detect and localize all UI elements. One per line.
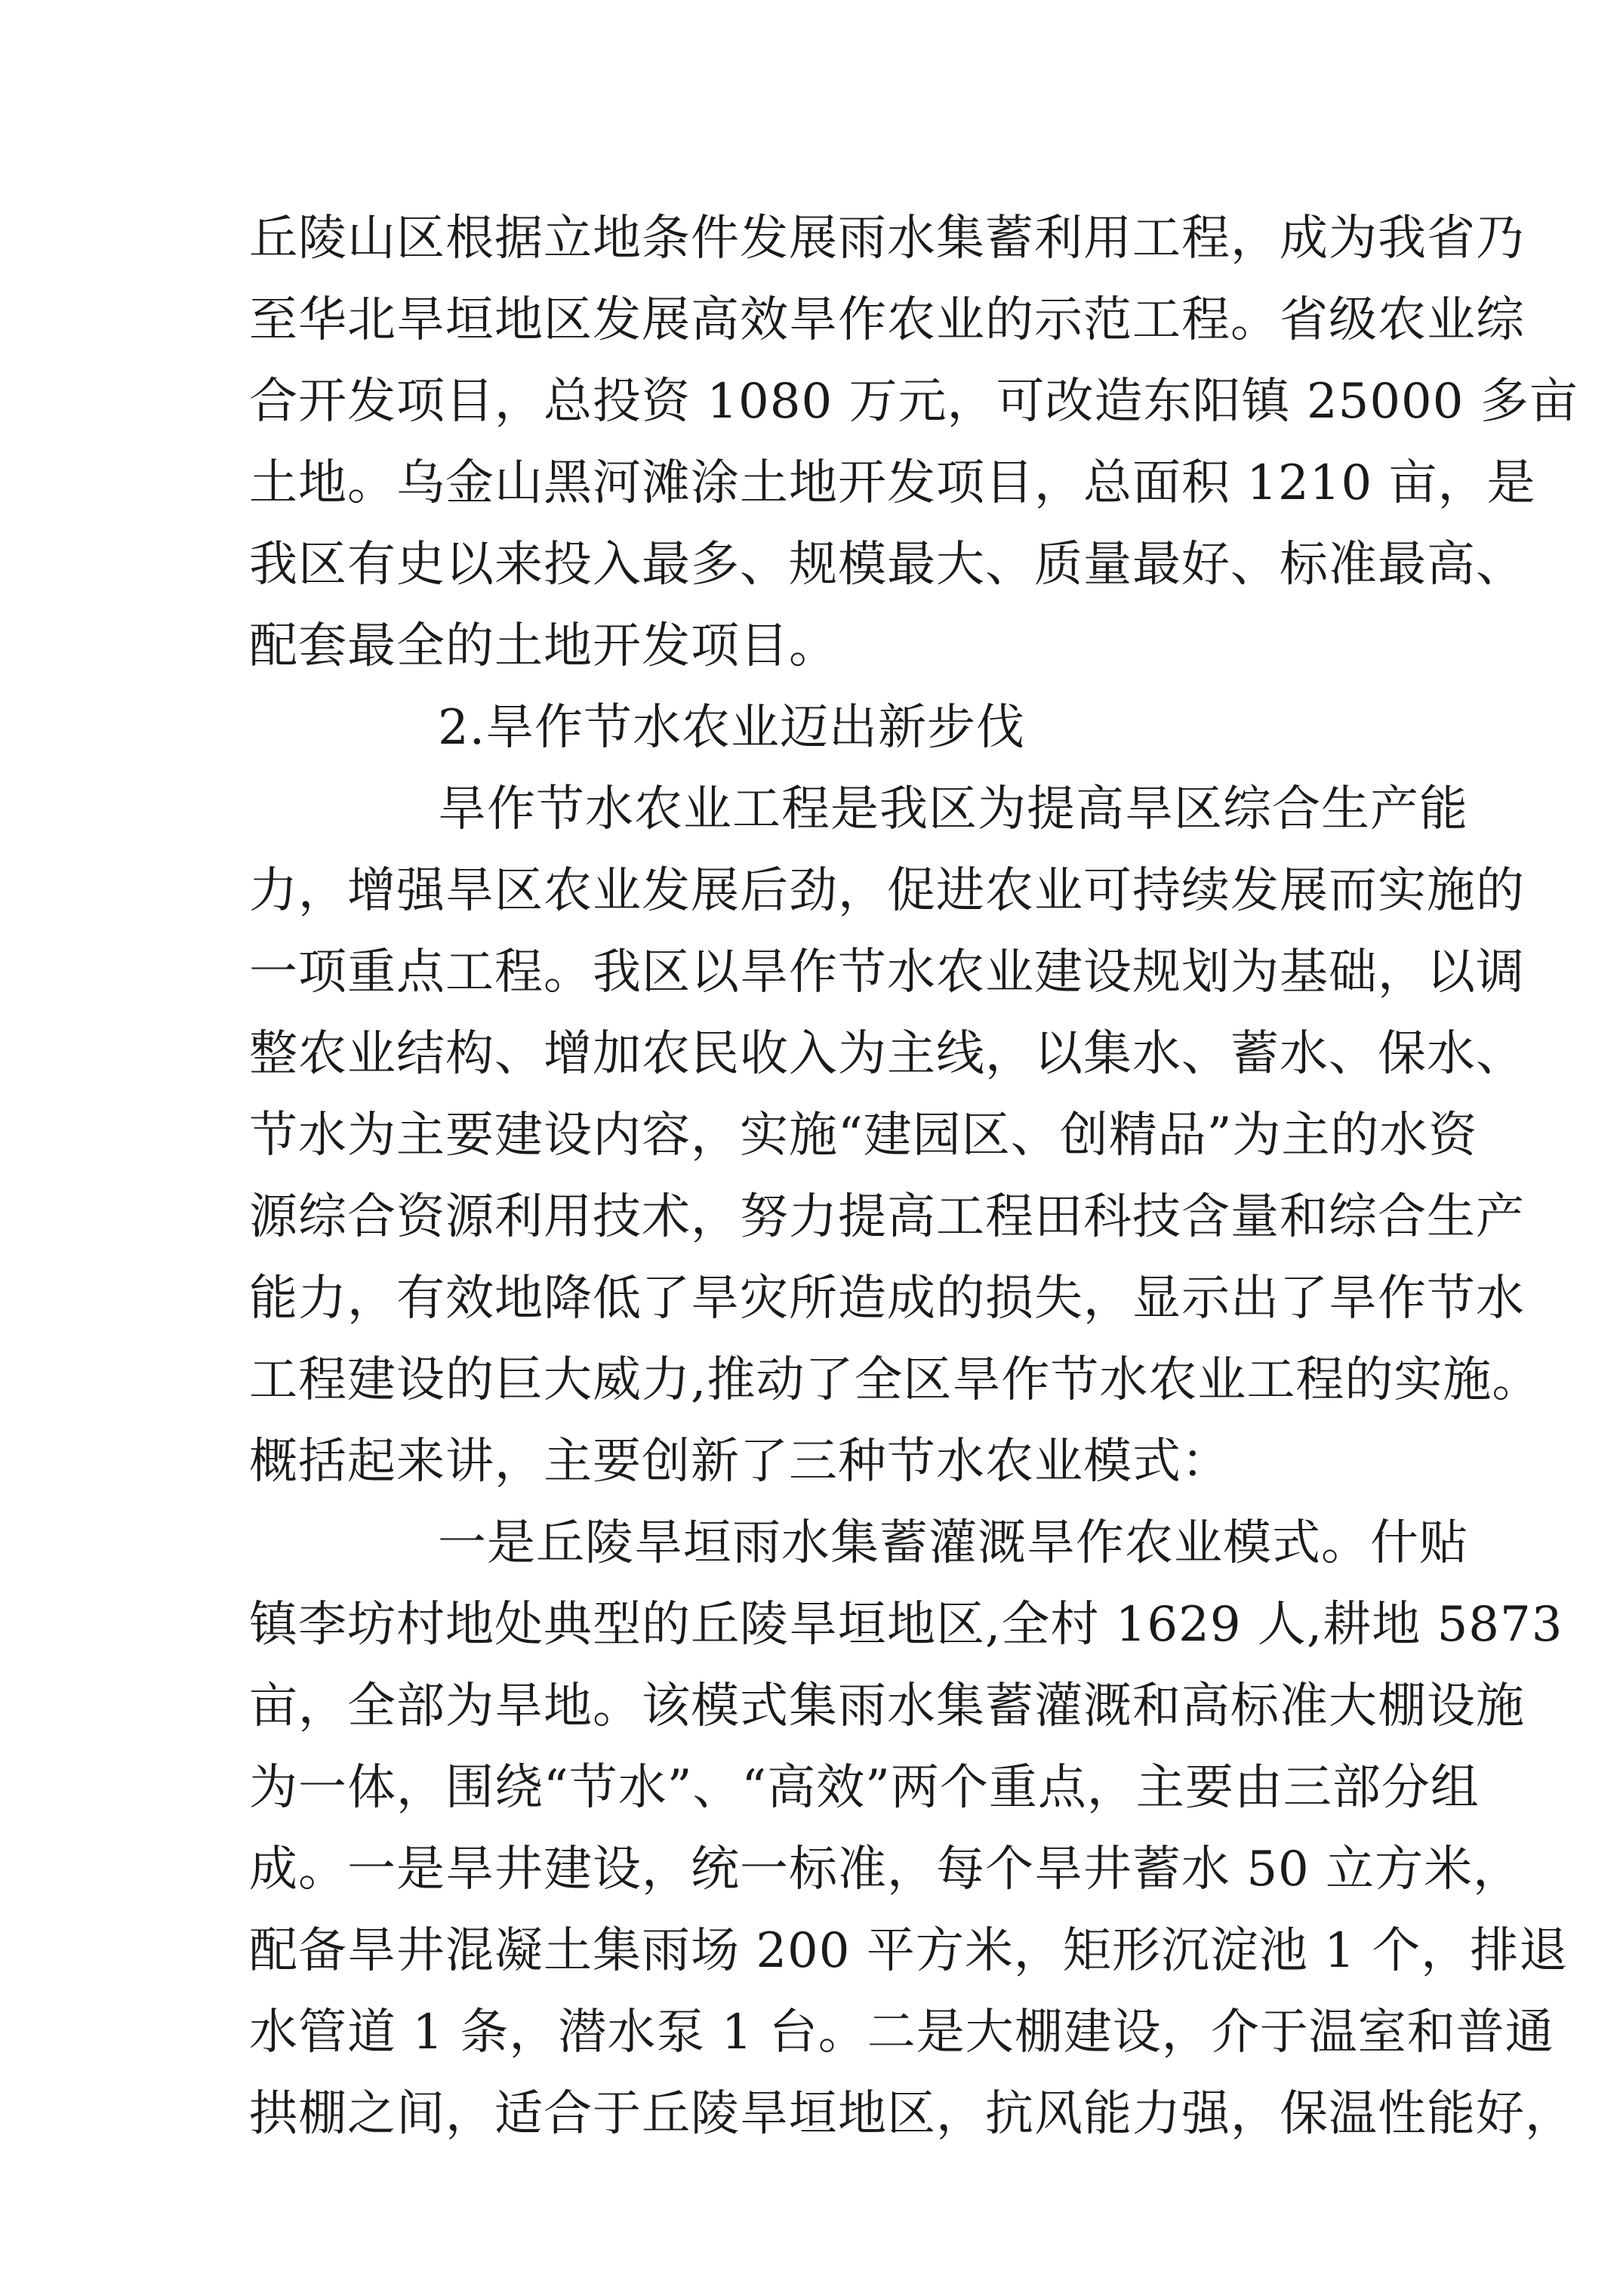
text-line: 我区有史以来投入最多、规模最大、质量最好、标准最高、 <box>249 537 1525 593</box>
section-heading: 2.旱作节水农业迈出新步伐 <box>438 700 1026 756</box>
text-line: 亩，全部为旱地。该模式集雨水集蓄灌溉和高标准大棚设施 <box>249 1678 1525 1734</box>
text-line: 节水为主要建设内容，实施“建园区、创精品”为主的水资 <box>249 1108 1478 1163</box>
text-line: 一项重点工程。我区以旱作节水农业建设规划为基础，以调 <box>249 945 1525 1000</box>
text-line: 至华北旱垣地区发展高效旱作农业的示范工程。省级农业综 <box>249 292 1525 348</box>
text-line: 配套最全的土地开发项目。 <box>249 618 838 674</box>
text-line: 源综合资源利用技术，努力提高工程田科技含量和综合生产 <box>249 1189 1525 1245</box>
text-line: 概括起来讲，主要创新了三种节水农业模式： <box>249 1434 1230 1490</box>
text-line: 整农业结构、增加农民收入为主线，以集水、蓄水、保水、 <box>249 1026 1525 1082</box>
text-line: 力，增强旱区农业发展后劲，促进农业可持续发展而实施的 <box>249 863 1525 919</box>
text-line: 合开发项目，总投资 1080 万元，可改造东阳镇 25000 多亩 <box>249 374 1578 430</box>
text-line: 土地。乌金山黑河滩涂土地开发项目，总面积 1210 亩，是 <box>249 455 1536 511</box>
text-line: 为一体，围绕“节水”、“高效”两个重点，主要由三部分组 <box>249 1760 1480 1816</box>
text-line: 能力，有效地降低了旱灾所造成的损失，显示出了旱作节水 <box>249 1271 1525 1327</box>
body-text <box>249 198 1578 2155</box>
paragraph-first-line: 旱作节水农业工程是我区为提高旱区综合生产能 <box>438 781 1468 837</box>
text-line: 拱棚之间，适合于丘陵旱垣地区，抗风能力强，保温性能好， <box>249 2086 1574 2142</box>
text-line: 成。一是旱井建设，统一标准，每个旱井蓄水 50 立方米， <box>249 1841 1523 1897</box>
text-line: 配备旱井混凝土集雨场 200 平方米，矩形沉淀池 1 个，排退 <box>249 1923 1569 1979</box>
text-line: 水管道 1 条，潜水泵 1 台。二是大棚建设，介于温室和普通 <box>249 2005 1554 2060</box>
text-line: 工程建设的巨大威力,推动了全区旱作节水农业工程的实施。 <box>249 1352 1541 1408</box>
text-line: 丘陵山区根据立地条件发展雨水集蓄利用工程，成为我省乃 <box>249 211 1525 267</box>
text-line: 镇李坊村地处典型的丘陵旱垣地区,全村 1629 人,耕地 5873 <box>249 1597 1563 1653</box>
paragraph-first-line: 一是丘陵旱垣雨水集蓄灌溉旱作农业模式。什贴 <box>438 1515 1468 1571</box>
